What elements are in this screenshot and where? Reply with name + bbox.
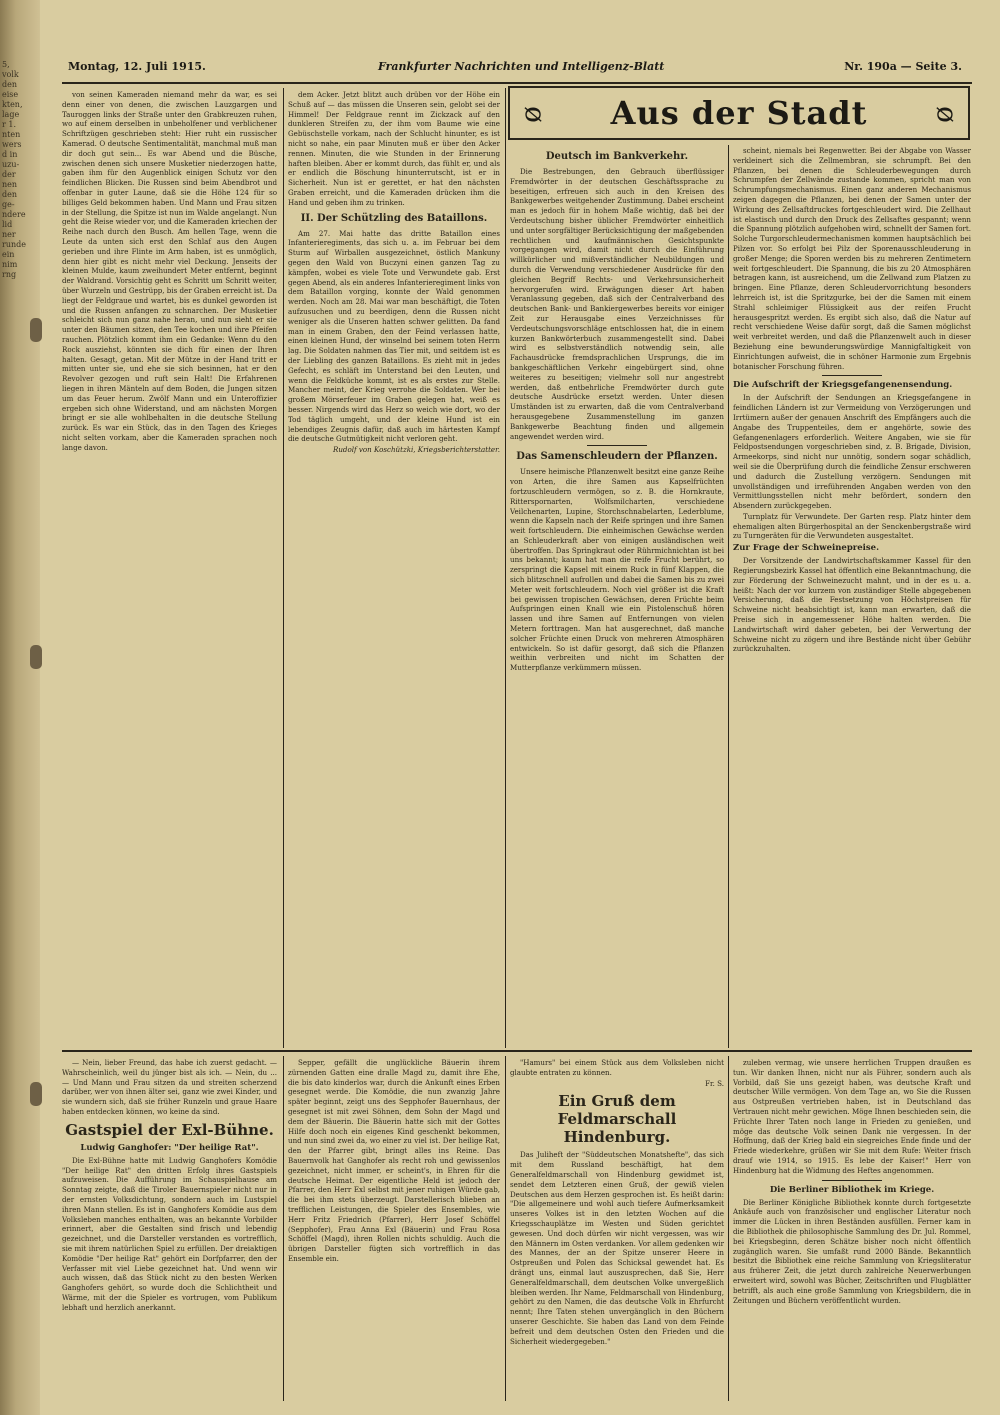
- section-rule: [62, 1050, 972, 1052]
- article-column: [62, 1058, 277, 1403]
- article-separator: [822, 375, 882, 376]
- article-column: [733, 146, 971, 1045]
- binding-clip: [30, 318, 42, 342]
- article-column: [510, 146, 724, 1045]
- column-divider: [283, 88, 284, 1048]
- binding-clip: [30, 645, 42, 669]
- section-masthead: [508, 86, 970, 140]
- article-text: Der Vorsitzende der Landwirtschaftskammer Kassel für den Regierungsbezirk Kassel hat öffentlich eine Bekanntmachung, die zur Förderung der Schweinezucht mahnt, und in der es u. a. heißt: Nach der vor kurzem von zuständiger Stelle abgegebenen Versicherung, daß die Festsetzung von Höchstpreisen für Schweine nicht beabsichtigt ist, kann man erwarten, daß die Preise sich in angemessener Höhe halten werden. Die Landwirtschaft wird daher gebeten, bei der Verwertung der Schweine nicht zu zögern und ihre Bestände nicht über Gebühr zurückzuhalten.: [733, 556, 971, 654]
- article-text: Turnplatz für Verwundete. Der Garten resp. Platz hinter dem ehemaligen alten Bürgerhospital an der Senckenbergstraße wird zu Turngeräten für die Verwundeten ausgestaltet.: [733, 511, 971, 541]
- article-text: Die Bestrebungen, den Gebrauch überflüssiger Fremdwörter in der deutschen Geschäftssprache zu beseitigen, erfreuen sich auch in den Kreisen des Bankgewerbes weitgehender Zustimmung. Dabei erscheint man es jedoch für in hohem Maße wichtig, daß bei der Verdeutschung bisher üblicher Fremdwörter einheitlich und unter sorgfältiger Berücksichtigung der maßgebenden rechtlichen und kaufmännischen Gesichtspunkte vorgegangen wird, damit nicht durch die Einführung willkürlicher und mißverständlicher Neubildungen und durch die Verwendung verschiedener Ausdrücke für den gleichen Begriff Rechts- und Verkehrsunsicherheit hervorgerufen wird. Erwägungen dieser Art haben Veranlassung gegeben, daß sich der Centralverband des deutschen Bank- und Bankiergewerbes bereits vor einiger Zeit zur Herausgabe eines Verzeichnisses für Verdeutschungsvorschläge entschlossen hat, die in einem kurzen Bankwörterbuch zusammengestellt sind. Dabei wird es selbstverständlich notwendig sein, alle Fachausdrücke fremdsprachlichen Ursprungs, die im bankgeschäftlichen Verkehr eingebürgert sind, ohne weiteres zu beseitigen; vielmehr soll nur angestrebt werden, daß entbehrliche Fremdwörter durch gute deutsche Ausdrücke ersetzt werden. Unter diesen Umständen ist zu erwarten, daß die vom Centralverband herausgegebene Zusammenstellung im ganzen Bankgewerbe Beachtung finden und allgemein angewendet werden wird.: [510, 167, 724, 441]
- ornament-icon: ᴓ: [524, 96, 543, 129]
- article-text: scheint, niemals bei Regenwetter. Bei der Abgabe von Wasser verkleinert sich die Zellmembran, sie schrumpft. Bei den Pflanzen, bei denen die Schleuderbewegungen durch Schrumpfen der Zellwände zustande kommen, spricht man von Schrumpfungsmechanismus. Einen ganz anderen Mechanismus zeigen dagegen die Pflanzen, bei denen der Samen unter der Wirkung des Zellsaftdruckes fortgeschleudert wird. Die Zellhaut ist elastisch und durch den Druck des Zellsaftes gespannt; wenn die Spannung plötzlich aufgehoben wird, schnellt der Samen fort. Solche Turgorschleudermechanismen kommen hauptsächlich bei Pilzen vor. So erfolgt bei Pilz der Sporenausschleuderung in großer Menge; die Sporen werden bis zu mehreren Zentimetern weit fortgeschleudert. Die Spannung, die bis zu 20 Atmosphären betragen kann, ist ausreichend, um die Zellwand zum Platzen zu bringen. Eine Pflanze, deren Schleudervorrichtung besonders lehrreich ist, ist die Spritzgurke, bei der die Samen mit einem Strahl schleimiger Flüssigkeit aus der reifen Frucht herausgespritzt werden. Es ergibt sich also, daß die Natur auf recht verschiedene Weise dafür sorgt, daß die Samen möglichst weit verbreitet werden, und daß die Pflanzenwelt auch in dieser Beziehung eine bewunderungswürdige Mannigfaltigkeit von Einrichtungen aufweist, die in schöner Harmonie zum Ergebnis botanischer Forschung führen.: [733, 146, 971, 371]
- article-initials: Fr. S.: [705, 1078, 724, 1088]
- binding-edge: [0, 0, 40, 1415]
- column-divider: [505, 88, 506, 1048]
- article-heading: Das Samenschleudern der Pflanzen.: [516, 451, 718, 463]
- article-column: [288, 90, 500, 1045]
- column-divider: [728, 1056, 729, 1401]
- article-text: "Hamurs" bei einem Stück aus dem Volksleben nicht glaubte entraten zu können.: [510, 1058, 724, 1077]
- article-text: Am 27. Mai hatte das dritte Bataillon eines Infanterieregiments, das sich u. a. im Februar bei dem Sturm auf Wirballen ausgezeichnet, östlich Mankuny gegen den Wald von Buczyni einen ganzen Tag zu kämpfen, wobei es viele Tote und Verwundete gab. Erst gegen Abend, als ein anderes Infanterieregiment links von dem Bataillon vorging, konnte der Wald genommen werden. Noch am 28. Mai war man beschäftigt, die Toten aufzusuchen und zu beerdigen, denn die Russen nicht weniger als die Unseren hatten schwer gelitten. Da fand man in einem Graben, den der Feind verlassen hatte, einen kleinen Hund, der winselnd bei seinem toten Herrn lag. Die Soldaten nahmen das Tier mit, und seitdem ist es der Liebling des ganzen Bataillons. Es zieht mit in jedes Gefecht, es schläft im Unterstand bei den Leuten, und wenn die Feldküche kommt, ist es als erstes zur Stelle. Mancher meint, der Krieg verrohe die Soldaten. Wer bei großem Mörserfeuer im Graben gelegen hat, weiß es besser. Nirgends wird das Herz so weich wie dort, wo der Tod täglich umgeht, und der kleine Hund ist ein lebendiges Zeugnis dafür, daß auch im härtesten Kampf die deutsche Gutmütigkeit nicht verloren geht.: [288, 228, 500, 444]
- article-heading: Die Aufschrift der Kriegsgefangenensendung.: [733, 380, 953, 391]
- article-text: Unsere heimische Pflanzenwelt besitzt eine ganze Reihe von Arten, die ihre Samen aus Kapselfrüchten fortzuschleudern vermögen, so z. B. die Hornkraute, Ritterspornarten, Wolfsmilcharten, verschiedene Veilchenarten, Lupine, Storchschnabelarten, Lederblume, wenn die Kapseln nach der Reife springen und ihre Samen weit fortschleudern. Die einheimischen Gewächse werden an Schleuderkraft aber von einigen ausländischen weit übertroffen. Das Springkraut oder Rührmichnichtan ist bei uns bekannt; kaum hat man die reife Frucht berührt, so zerspringt die Kapsel mit einem Ruck in fünf Klappen, die sich blitzschnell aufrollen und dabei die Samen bis zu zwei Meter weit fortschleudern. Noch viel größer ist die Kraft bei gewissen tropischen Gewächsen, deren Früchte beim Aufspringen einen Knall wie ein Pistolenschuß hören lassen und ihre Samen auf Entfernungen von vielen Metern forttragen. Man hat ausgerechnet, daß manche solcher Früchte einen Druck von mehreren Atmosphären entwickeln. So ist dafür gesorgt, daß sich die Pflanzen weithin verbreiten und nicht im Schatten der Mutterpflanze verkümmern müssen.: [510, 467, 724, 673]
- article-heading: Gastspiel der Exl-Bühne.: [65, 1120, 274, 1139]
- article-column: [733, 1058, 971, 1403]
- article-column: [288, 1058, 500, 1403]
- article-text: In der Aufschrift der Sendungen an Kriegsgefangene in feindlichen Ländern ist zur Vermeidung von Verzögerungen und Irrtümern außer der genauen Anschrift des Empfängers auch die Angabe des Truppenteiles, dem er angehörte, sowie des Gefangenenlagers erforderlich. Weitere Angaben, wie sie für Feldpostsendungen vorgeschrieben sind, z. B. Brigade, Division, Armeekorps, sind nicht nur unnötig, sondern sogar schädlich, weil sie die Überprüfung durch die feindliche Zensur erschweren und dadurch die Zustellung verzögern. Sendungen mit unvollständigen und irreführenden Angaben werden von den Vermittlungsstellen nicht mehr befördert, sondern den Absendern zurückgegeben.: [733, 393, 971, 511]
- header-rule: [62, 82, 972, 84]
- article-subheading: Ludwig Ganghofer: "Der heilige Rat".: [80, 1142, 259, 1153]
- article-text: Die Berliner Königliche Bibliothek konnte durch fortgesetzte Ankäufe auch von französischer und englischer Literatur noch immer die Lücken in ihren Beständen ausfüllen. Ferner kam in die Bibliothek die philosophische Sammlung des Dr. Jul. Rommel, bei Kriegsbeginn, deren Schätze bisher noch nicht öffentlich zugänglich waren. Sie umfaßt rund 2000 Bände. Bekanntlich besitzt die Bibliothek eine reiche Sammlung von Kriegsliteratur aus früherer Zeit, die jetzt durch zahlreiche Neuerwerbungen erweitert wird, sowohl was Bücher, Zeitschriften und Flugblätter betrifft, als auch eine große Sammlung von Kriegsbildern, die in Zeitungen und Büchern veröffentlicht wurden.: [733, 1197, 971, 1305]
- section-title: Aus der Stadt: [610, 94, 868, 132]
- page-header: [62, 56, 962, 78]
- article-separator: [822, 1180, 882, 1181]
- article-heading: Zur Frage der Schweinepreise.: [733, 543, 880, 554]
- column-divider: [283, 1056, 284, 1401]
- article-separator: [587, 445, 647, 446]
- article-heading: II. Der Schützling des Bataillons.: [300, 212, 488, 224]
- article-text: dem Acker. Jetzt blitzt auch drüben vor der Höhe ein Schuß auf — das müssen die Unseren sein, gelobt sei der Himmel! Der Feldgraue rennt im Zickzack auf den dunkleren Streifen zu, der ihm vom Baume wie eine Gebüschstelle vorkam, nach der Schlucht hinunter, es ist nicht so nahe, ein paar Minuten muß er über den Acker rennen. Minuten, die wie Stunden in der Erinnerung haften bleiben. Aber er kommt durch, das fühlt er, und als er endlich die Böschung hinunterrutscht, ist er in Sicherheit. Nun ist er gerettet, er hat den nächsten Graben erreicht, und die Kameraden drücken ihm die Hand und geben ihm zu trinken.: [288, 90, 500, 207]
- header-issue: Nr. 190a — Seite 3.: [844, 60, 962, 73]
- article-column: [62, 90, 277, 1045]
- article-column: [510, 1058, 724, 1403]
- column-divider: [505, 1056, 506, 1401]
- header-date: Montag, 12. Juli 1915.: [68, 60, 206, 73]
- article-signature: Rudolf von Koschützki, Kriegsberichterstatter.: [333, 445, 500, 455]
- article-text: Die Exl-Bühne hatte mit Ludwig Ganghofers Komödie "Der heilige Rat" den dritten Erfolg ihres Gastspiels aufzuweisen. Die Aufführung im Schauspielhause am Sonntag zeigte, daß die Tiroler Bauernspieler nicht nur in der ernsten Volksdichtung, sondern auch im Lustspiel ihren Mann stellen. Es ist in Ganghofers Komödie aus dem Volksleben manches enthalten, was an bekannte Vorbilder erinnert, aber die Gestalten sind frisch und lebendig gezeichnet, und die Darsteller verstanden es vortrefflich, sie mit ihrem natürlichen Spiel zu erfüllen. Der dreiaktigen Komödie "Der heilige Rat" gehört ein Dorfpfarrer, den der Verfasser mit viel Liebe gezeichnet hat. Und wenn wir auch wissen, daß das Stück nicht zu den besten Werken Ganghofers gehört, so wurde doch die Schlichtheit und Wärme, mit der die Spieler es vortrugen, vom Publikum lebhaft und herzlich anerkannt.: [62, 1155, 277, 1312]
- article-heading: Ein Gruß dem Feldmarschall Hindenburg.: [557, 1092, 677, 1147]
- article-text: zuleben vermag, wie unsere herrlichen Truppen draußen es tun. Wir danken Ihnen, nicht nur als Führer, sondern auch als Vorbild, daß Sie uns gezeigt haben, was deutsche Kraft und deutscher Wille vermögen. Von dem Tage an, wo Sie die Russen aus Ostpreußen vertrieben haben, ist in Deutschland das Vertrauen nicht mehr gewichen. Möge Ihnen beschieden sein, die Früchte Ihrer Taten noch lange in Frieden zu genießen, und möge das deutsche Volk seinen Dank nie vergessen. In der Hoffnung, daß der Krieg bald ein siegreiches Ende finde und der Friede wiederkehre, grüßen wir Sie mit dem Rufe: Weiter frisch drauf wie 1914, so 1915. Es lebe der Kaiser!" Herr von Hindenburg hat die Widmung des Heftes angenommen.: [733, 1058, 971, 1175]
- adjacent-page-stub-text: 5, volk den eise kten, lage r 1. nten wers d in uzu- der nen den ge- ndere lid ner runde ein nim rng: [2, 60, 26, 279]
- column-divider: [728, 145, 729, 1048]
- article-text: — Nein, lieber Freund, das habe ich zuerst gedacht. — Wahrscheinlich, weil du jünger bist als ich. — Nein, du ... — Und Mann und Frau sitzen da und streiten scherzend darüber, wer von ihnen älter sei, ganz wie zwei Kinder, und sie wundern sich, daß sie früher Runzeln und graue Haare haben entdecken können, wo keine da sind.: [62, 1058, 277, 1116]
- header-paper-title: Frankfurter Nachrichten und Intelligenz-Blatt: [378, 60, 665, 73]
- binding-clip: [30, 1082, 42, 1106]
- article-heading: Die Berliner Bibliothek im Kriege.: [769, 1184, 935, 1195]
- article-heading: Deutsch im Bankverkehr.: [545, 151, 689, 162]
- article-text: von seinen Kameraden niemand mehr da war, es sei denn einer von denen, die zwischen Lauzgargen und Tauroggen links der Straße unter den Grabkreuzen ruhen, wo auf einem derselben in unbeholfener und verblichener Schriftzügen geschrieben steht: Hier ruht ein russischer Kamerad. O deutsche Sentimentalität, manchmal muß man dir doch gut sein... Es war Abend und die Büsche, zwischen denen sich unsere Musketier niederzogen hatte, gaben ihm für den Augenblick einigen Schutz vor den feindlichen Blicken. Die Russen sind beim Abendbrot und offenbar in guter Laune, daß sie die Höhe 124 für so billiges Geld bekommen haben. Und Mann und Frau sitzen in der Stellung, die Spitze ist nun im Walde angelangt. Nun geht die Reise wieder vor, und die Kameraden kriechen der Reihe nach durch den Busch. Am hellen Tage, wenn die Leute da unten sich erst den Schlaf aus den Augen gerieben und ihre Flinte im Arm haben, ist es unmöglich, denn hier gibt es nicht mehr viel Deckung. Jenseits der kleinen Mulde, kaum zweihundert Meter entfernt, beginnt der Waldrand. Vorsichtig geht es Schritt um Schritt weiter, über Wurzeln und Gestrüpp, bis der Graben erreicht ist. Da liegt der Feldgraue und wartet, bis es dunkel geworden ist und die Russen anfangen zu schnarchen. Der Musketier schleicht sich nun ganz nahe heran, und nun sieht er sie unter den Bäumen sitzen, den Tee kochen und ihre Pfeifen rauchen. Plötzlich kommt ihm ein Gedanke: Wenn du den Rock ausziehst, könnten sie dich für einen der Ihren halten. Gesagt, getan. Mit der Mütze in der Hand tritt er mitten unter sie, und ehe sie sich besinnen, hat er den Revolver gezogen und ruft sein Halt! Die Erfahrenen liegen in ihren Mänteln auf dem Boden, die Jungen sitzen um das Feuer herum. Zwölf Mann und ein Unteroffizier ergeben sich ohne Widerstand, und am nächsten Morgen bringt er sie alle wohlbehalten in die deutsche Stellung zurück. Es war ein Stück, das in den Tagen des Krieges nicht selten vorkam, aber die Kameraden sprachen noch lange davon.: [62, 90, 277, 452]
- article-text: Sepper, gefällt die unglückliche Bäuerin ihrem zürnenden Gatten eine dralle Magd zu, damit ihre Ehe, die bis dato kinderlos war, durch die Ankunft eines Erben gesegnet werde. Die Komödie, die nun zwanzig Jahre später beginnt, zeigt uns des Sepphofer Bauernhaus, der gesegnet ist mit zwei Söhnen, dem Sohn der Magd und dem der Bäuerin. Die Bäuerin hatte sich mit der Gottes Hilfe doch noch ein eigenes Kind geschenkt bekommen, und nun sind zwei da, wo einer zu viel ist. Der heilige Rat, den der Pfarrer gibt, bringt alles ins Reine. Das Bauernvolk hat Ganghofer als recht roh und gewissenlos gezeichnet, nicht immer, er scheint's, in Ehren für die deutsche Heimat. Der eigentliche Held ist jedoch der Pfarrer, den Herr Exl selbst mit jener ruhigen Würde gab, die bei ihm stets überzeugt. Darstellerisch blieben an trefflichen Leistungen, die Spieler des Ensembles, wie Herr Fritz Friedrich (Pfarrer), Herr Josef Schöffel (Sepphofer), Frau Anna Exl (Bäuerin) und Frau Rosa Schöffel (Magd), ihren Rollen nichts schuldig. Auch die übrigen Darsteller fügten sich vortrefflich in das Ensemble ein.: [288, 1058, 500, 1263]
- ornament-icon: ᴓ: [935, 96, 954, 129]
- article-text: Das Juliheft der "Süddeutschen Monatshefte", das sich mit dem Russland beschäftigt, hat dem Generalfeldmarschall von Hindenburg gewidmet ist, sendet dem Letzteren einen Gruß, der gewiß vielen Deutschen aus dem Herzen gesprochen ist. Es heißt darin: "Die allgemeinere und wohl auch tiefere Aufmerksamkeit unseres Volkes ist in den letzten Wochen auf die Kriegsschauplätze im Westen und Süden gerichtet gewesen. Und doch dürfen wir nicht vergessen, was wir den Männern im Osten verdanken. Vor allem gedenken wir des Mannes, der an der Spitze unserer Heere in Ostpreußen und Polen das Schicksal gewendet hat. Es drängt uns, einmal laut auszusprechen, daß Sie, Herr Generalfeldmarschall, dem deutschen Volke unvergeßlich bleiben werden. Ihr Name, Feldmarschall von Hindenburg, gehört zu den Namen, die das deutsche Volk in Ehrfurcht nennt; Ihre Taten stehen unvergänglich in den Büchern unserer Geschichte. Sie haben das Land von dem Feinde befreit und dem deutschen Osten den Frieden und die Sicherheit wiedergegeben.": [510, 1150, 724, 1346]
